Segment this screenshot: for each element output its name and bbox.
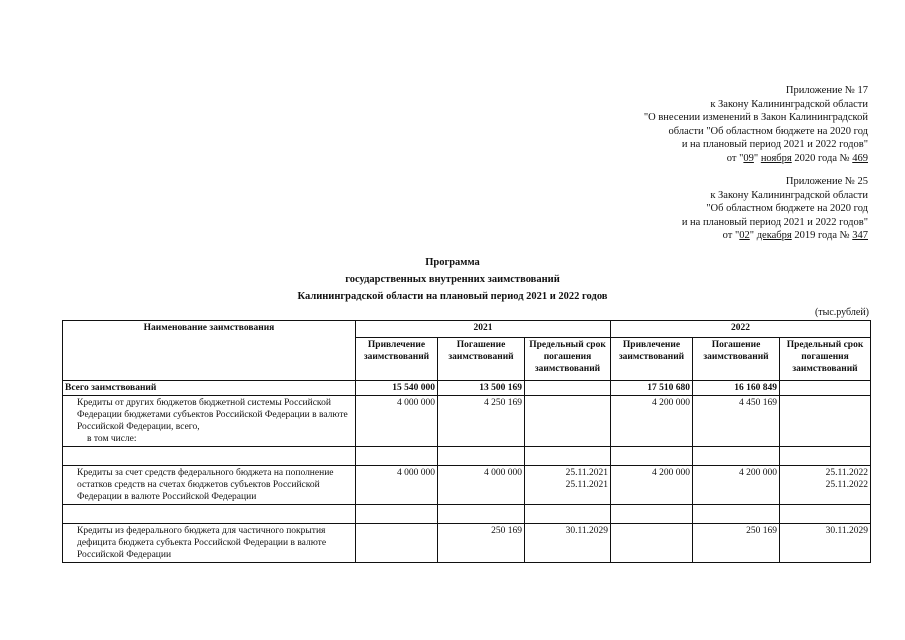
cell-term-2022: 30.11.2029 bbox=[780, 524, 871, 563]
table-header-row bbox=[63, 321, 871, 338]
date-prefix: от " bbox=[726, 152, 744, 164]
header-year-2021: 2021 bbox=[356, 321, 611, 338]
table-row bbox=[63, 396, 871, 447]
cell-repay-2022: 250 169 bbox=[693, 524, 780, 563]
header-name: Наименование заимствования bbox=[63, 321, 356, 381]
annex-law-title-3: и на плановый период 2021 и 2022 годов" bbox=[681, 139, 868, 150]
borrowing-table bbox=[62, 320, 871, 563]
date-month: декабря bbox=[756, 230, 792, 241]
cell-repay-2021: 4 250 169 bbox=[438, 396, 525, 447]
annex-17-header bbox=[644, 84, 868, 165]
cell-attract-2021 bbox=[356, 524, 438, 563]
term-date: 25.11.2022 bbox=[825, 468, 868, 478]
header-term: Предельный срок погашения заимствований bbox=[780, 338, 871, 381]
term-date: 25.11.2022 bbox=[825, 480, 868, 490]
cell-term-2021 bbox=[525, 381, 611, 396]
cell-repay-2022: 16 160 849 bbox=[693, 381, 780, 396]
cell-attract-2022: 4 200 000 bbox=[611, 396, 693, 447]
title-line-1: Программа bbox=[425, 257, 480, 268]
row-name bbox=[63, 396, 356, 447]
header-attract: Привлечение заимствований bbox=[356, 338, 438, 381]
row-name-text: Кредиты от других бюджетов бюджетной системы Российской Федерации бюджетами субъектов Российской Федерации в валюте Российской Федерации, всего, bbox=[77, 398, 348, 432]
units-label: (тыс.рублей) bbox=[814, 307, 869, 318]
date-day: 09 bbox=[743, 152, 754, 164]
row-name: Кредиты из федерального бюджета для частичного покрытия дефицита бюджета субъекта Российской Федерации в валюте Российской Федерации bbox=[63, 524, 356, 563]
annex-law-title-2: области "Об областном бюджете на 2020 год bbox=[668, 125, 868, 137]
annex-law-title-1: "Об областном бюджете на 2020 год bbox=[706, 203, 868, 214]
annex-law-ref: к Закону Калининградской области bbox=[710, 189, 868, 201]
cell-attract-2021: 15 540 000 bbox=[356, 381, 438, 396]
cell-attract-2022 bbox=[611, 524, 693, 563]
table-spacer-row bbox=[63, 447, 871, 466]
row-name: Всего заимствований bbox=[63, 381, 356, 396]
annex-number: Приложение № 25 bbox=[785, 176, 868, 187]
annex-law-title-1: "О внесении изменений в Закон Калининградской bbox=[643, 112, 868, 123]
date-prefix: от " bbox=[722, 230, 740, 241]
date-sep: " bbox=[753, 152, 761, 164]
cell-repay-2021: 250 169 bbox=[438, 524, 525, 563]
title-line-2: государственных внутренних заимствований bbox=[345, 274, 560, 285]
header-term: Предельный срок погашения заимствований bbox=[525, 338, 611, 381]
cell-attract-2021: 4 000 000 bbox=[356, 396, 438, 447]
date-day: 02 bbox=[739, 230, 750, 241]
cell-term-2021 bbox=[525, 466, 611, 505]
annex-date bbox=[682, 229, 868, 243]
table-row bbox=[63, 466, 871, 505]
annex-number: Приложение № 17 bbox=[785, 85, 868, 96]
term-date: 25.11.2021 bbox=[565, 468, 608, 478]
date-sep: " bbox=[749, 230, 757, 241]
cell-repay-2022: 4 200 000 bbox=[693, 466, 780, 505]
annex-law-ref: к Закону Калининградской области bbox=[710, 98, 868, 110]
title-line-3: Калининградской области на плановый период 2021 и 2022 годов bbox=[297, 291, 608, 302]
cell-term-2022 bbox=[780, 381, 871, 396]
header-attract: Привлечение заимствований bbox=[611, 338, 693, 381]
cell-repay-2021: 13 500 169 bbox=[438, 381, 525, 396]
header-year-2022: 2022 bbox=[611, 321, 871, 338]
annex-date bbox=[644, 152, 868, 166]
cell-repay-2022: 4 450 169 bbox=[693, 396, 780, 447]
cell-term-2021: 30.11.2029 bbox=[525, 524, 611, 563]
date-year: 2019 года № bbox=[791, 230, 853, 241]
date-month: ноября bbox=[760, 152, 792, 164]
law-number: 347 bbox=[852, 230, 868, 241]
header-repay: Погашение заимствований bbox=[693, 338, 780, 381]
cell-term-2021 bbox=[525, 396, 611, 447]
date-year: 2020 года № bbox=[791, 152, 853, 164]
cell-term-2022 bbox=[780, 396, 871, 447]
cell-term-2022 bbox=[780, 466, 871, 505]
annex-law-title-2: и на плановый период 2021 и 2022 годов" bbox=[681, 216, 868, 228]
annex-25-header bbox=[682, 175, 868, 243]
table-row bbox=[63, 381, 871, 396]
law-number: 469 bbox=[852, 152, 868, 164]
table-row bbox=[63, 524, 871, 563]
row-subtitle: в том числе: bbox=[87, 434, 137, 444]
cell-attract-2022: 17 510 680 bbox=[611, 381, 693, 396]
table-spacer-row bbox=[63, 505, 871, 524]
cell-repay-2021: 4 000 000 bbox=[438, 466, 525, 505]
row-name: Кредиты за счет средств федерального бюджета на пополнение остатков средств на счетах бюджетов субъектов Российской Федерации в валюте Российской Федерации bbox=[63, 466, 356, 505]
term-date: 25.11.2021 bbox=[565, 480, 608, 490]
cell-attract-2022: 4 200 000 bbox=[611, 466, 693, 505]
document-title bbox=[0, 254, 905, 305]
header-repay: Погашение заимствований bbox=[438, 338, 525, 381]
cell-attract-2021: 4 000 000 bbox=[356, 466, 438, 505]
